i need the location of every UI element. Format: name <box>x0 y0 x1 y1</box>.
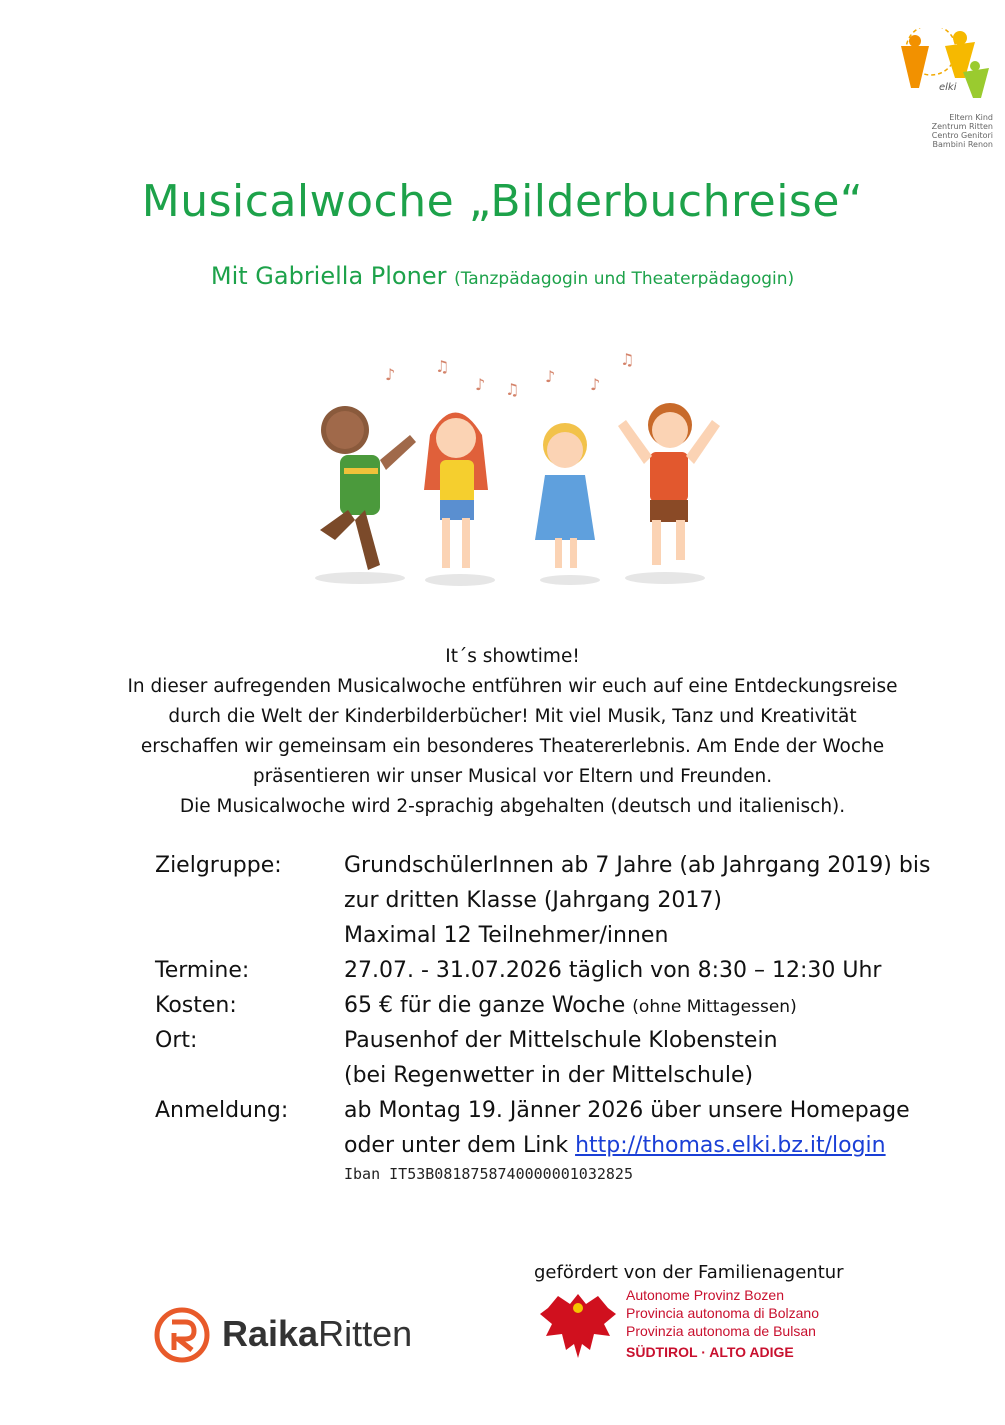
intro-line: In dieser aufregenden Musicalwoche entführen wir euch auf eine Entdeckungsreise <box>127 676 898 697</box>
elki-figures-icon <box>893 28 993 113</box>
intro-line: erschaffen wir gemeinsam ein besonderes Theatererlebnis. Am Ende der Woche <box>140 736 885 757</box>
iban-text: Iban IT53B0818758740000001032825 <box>344 1165 633 1183</box>
elki-logo-caption <box>911 113 993 149</box>
province-name-lad: Provinzia autonoma de Bulsan <box>626 1323 816 1339</box>
anmeldung-prefix: oder unter dem Link <box>344 1133 569 1158</box>
ort-value-1: Pausenhof der Mittelschule Klobenstein <box>344 1028 778 1053</box>
svg-text:♪: ♪ <box>590 375 601 394</box>
raika-name-bold: Raika <box>222 1313 319 1354</box>
page-title: Musicalwoche „Bilderbuchreise“ <box>141 176 864 227</box>
zielgruppe-value-2: zur dritten Klasse (Jahrgang 2017) <box>344 888 722 913</box>
svg-text:♪: ♪ <box>385 365 396 384</box>
kosten-note: (ohne Mittagessen) <box>632 997 797 1017</box>
zielgruppe-value-1: GrundschülerInnen ab 7 Jahre (ab Jahrgang 2019) bis <box>344 853 931 878</box>
anmeldung-value-1: ab Montag 19. Jänner 2026 über unsere Homepage <box>344 1098 910 1123</box>
svg-text:♫: ♫ <box>505 380 520 399</box>
elki-line-3: Centro Genitori <box>931 131 993 140</box>
raika-name <box>222 1313 412 1355</box>
svg-text:♫: ♫ <box>435 357 450 376</box>
intro-line: präsentieren wir unser Musical vor Eltern und Freunden. <box>252 766 773 787</box>
raika-r-icon <box>152 1305 212 1365</box>
tyrolean-eagle-icon <box>538 1286 618 1364</box>
zielgruppe-label: Zielgruppe: <box>155 853 282 878</box>
registration-link[interactable]: http://thomas.elki.bz.it/login <box>575 1133 886 1158</box>
instructor-name: Mit Gabriella Ploner <box>210 262 447 290</box>
svg-text:♫: ♫ <box>620 350 635 369</box>
elki-logo <box>893 28 993 158</box>
kosten-value <box>344 993 797 1018</box>
elki-line-1: Eltern Kind <box>949 113 993 122</box>
anmeldung-value-2 <box>344 1133 886 1158</box>
raika-name-regular: Ritten <box>318 1313 413 1354</box>
svg-text:♪: ♪ <box>475 375 486 394</box>
elki-logo-text: elki <box>939 82 957 93</box>
province-names <box>626 1286 819 1340</box>
funded-by-text: gefördert von der Familienagentur <box>534 1262 844 1283</box>
svg-text:♪: ♪ <box>545 367 556 386</box>
anmeldung-label: Anmeldung: <box>155 1098 289 1123</box>
termine-value: 27.07. - 31.07.2026 täglich von 8:30 – 12:30 Uhr <box>344 958 882 983</box>
child-1 <box>320 406 416 570</box>
zielgruppe-value-3: Maximal 12 Teilnehmer/innen <box>344 923 669 948</box>
termine-label: Termine: <box>155 958 250 983</box>
province-name-de: Autonome Provinz Bozen <box>626 1287 784 1303</box>
province-logo <box>538 1286 838 1366</box>
intro-line: Die Musicalwoche wird 2-sprachig abgehalten (deutsch und italienisch). <box>179 796 846 817</box>
child-2 <box>424 413 488 569</box>
intro-line: durch die Welt der Kinderbilderbücher! Mit viel Musik, Tanz und Kreativität <box>168 706 857 727</box>
ort-label: Ort: <box>155 1028 198 1053</box>
elki-line-4: Bambini Renon <box>932 140 993 149</box>
raika-ritten-logo <box>152 1305 452 1371</box>
music-note-icon <box>385 350 634 399</box>
elki-line-2: Zentrum Ritten <box>931 122 993 131</box>
province-name-it: Provincia autonoma di Bolzano <box>626 1305 820 1321</box>
subtitle <box>0 262 1005 290</box>
dancing-children-illustration <box>300 350 730 595</box>
kosten-label: Kosten: <box>155 993 237 1018</box>
kosten-amount: 65 € für die ganze Woche <box>344 993 626 1018</box>
child-4 <box>618 403 720 565</box>
ort-value-2: (bei Regenwetter in der Mittelschule) <box>344 1063 754 1088</box>
child-3 <box>535 423 595 568</box>
intro-text <box>60 642 965 822</box>
instructor-role: (Tanzpädagogin und Theaterpädagogin) <box>454 269 795 289</box>
intro-line: It´s showtime! <box>445 646 580 667</box>
province-region: SÜDTIROL · ALTO ADIGE <box>626 1344 794 1360</box>
